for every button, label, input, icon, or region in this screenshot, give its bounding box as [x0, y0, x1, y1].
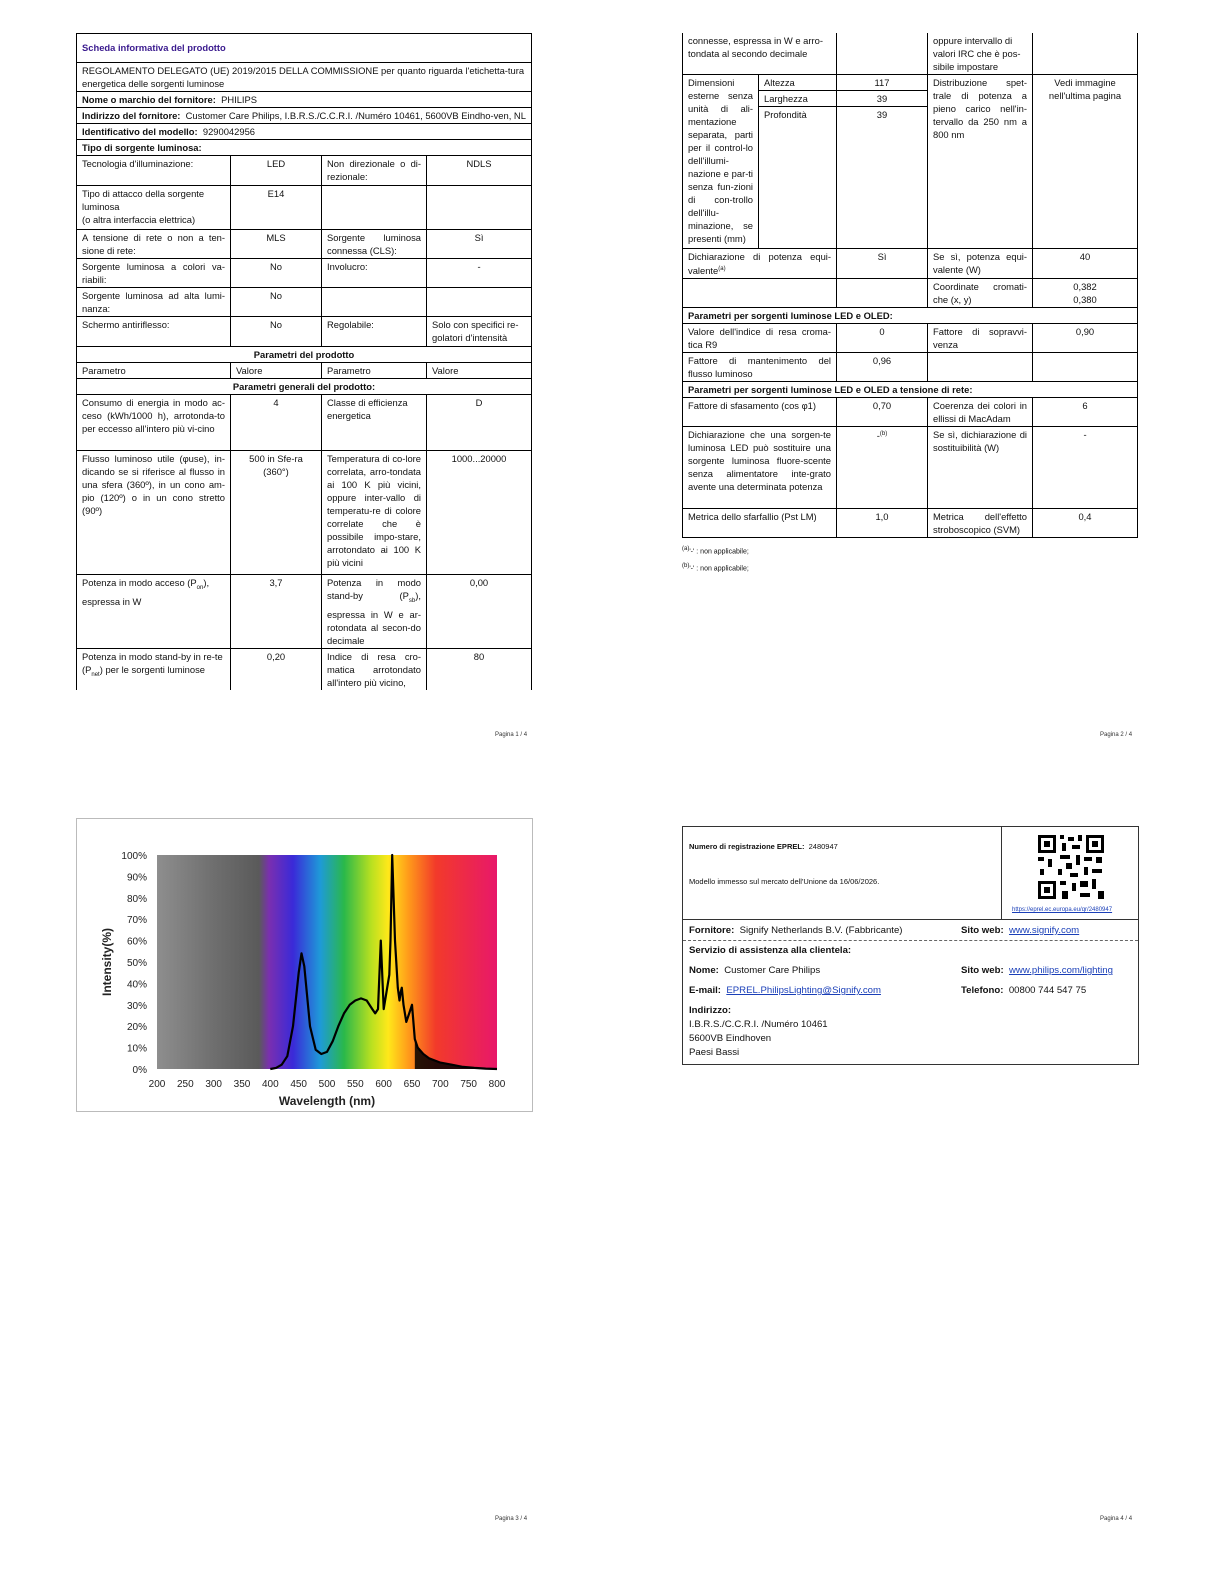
footnote-ref: (b) [879, 431, 888, 438]
eprel-box [682, 826, 1139, 1065]
page-3 [76, 818, 536, 1112]
supplier-row [683, 920, 1138, 940]
table-cell: Non direzionale o di-rezionale: [322, 156, 427, 186]
table-cell: Dichiarazione che una sorgen-te luminosa LED può sostituire una sorgente luminosa fluore-scente senza alimentatore inte-grato avente una determinata potenza [683, 427, 837, 509]
table-cell: A tensione di rete o non a ten-sione di rete: [77, 230, 231, 259]
table-cell: 1,0 [837, 509, 928, 538]
address-label: Indirizzo del fornitore: [82, 110, 181, 121]
x-tick-label: 800 [488, 1079, 506, 1090]
table-cell: connesse, espressa in W e arro-tondata al secondo decimale [683, 33, 837, 75]
table-cell: 0 [837, 324, 928, 353]
supplier-website-link[interactable]: www.signify.com [1008, 925, 1080, 936]
x-axis-label: Wavelength (nm) [278, 1094, 376, 1108]
supplier-label: Nome o marchio del fornitore: [82, 94, 216, 105]
y-tick-label: 90% [126, 872, 147, 884]
table-cell: 4 [231, 395, 322, 451]
table-cell: 0,4 [1033, 509, 1138, 538]
x-tick-label: 250 [176, 1079, 194, 1090]
table-cell [322, 186, 427, 230]
dim-value: 39 [837, 107, 928, 249]
qr-code-icon[interactable] [1036, 833, 1106, 901]
spectrum-background [157, 855, 497, 1069]
table-cell: NDLS [427, 156, 532, 186]
qr-link[interactable]: https://eprel.ec.europa.eu/qr/2480947 [1012, 907, 1113, 913]
web-label: Sito web: [961, 925, 1004, 936]
y-tick-label: 60% [126, 936, 147, 948]
table-cell [837, 33, 928, 75]
table-cell: - [1033, 427, 1138, 509]
supplier-label: Fornitore: [689, 925, 735, 936]
dim-name: Altezza [759, 75, 837, 91]
table-cell: Classe di efficienza energetica [322, 395, 427, 451]
table-cell: Metrica dello sfarfallio (Pst LM) [683, 509, 837, 538]
table-cell: Coordinate cromati-che (x, y) [928, 279, 1033, 308]
col-header-param: Parametro [322, 363, 427, 379]
y-tick-label: 100% [121, 851, 147, 862]
dim-value: 117 [837, 75, 928, 91]
col-header-value: Valore [427, 363, 532, 379]
dim-value: 39 [837, 91, 928, 107]
supplier-value: Signify Netherlands B.V. (Fabbricante) [739, 925, 903, 936]
spectral-label: Distribuzione spet-trale di potenza a pieno carico nell'in-tervallo da 250 nm a 800 nm [928, 75, 1033, 249]
dimensions-label: Dimensioni esterne senza unità di ali-mentazione separata, parti per il control-lo dell'illumi-nazione e par-ti senza fun-zioni di con-trollo dell'illu-minazione, se presenti (mm) [683, 75, 759, 249]
table-cell: Tipo di attacco della sorgente luminosa (o altra interfaccia elettrica) [77, 186, 231, 230]
footnotes [682, 542, 1142, 577]
table-cell: Metrica dell'effetto stroboscopico (SVM) [928, 509, 1033, 538]
equiv-label: Dichiarazione di potenza equi-valente [688, 251, 831, 277]
qr-section [1001, 827, 1138, 919]
email-row [683, 984, 1138, 1004]
page-number: Pagina 4 / 4 [1100, 1516, 1133, 1522]
table-cell: Indice di resa cro-matica arrotondato all'intero più vicino, [322, 648, 427, 690]
page-1 [76, 33, 536, 690]
general-params-header: Parametri generali del prodotto: [77, 379, 532, 395]
address-block [683, 1004, 1138, 1064]
table-cell: MLS [231, 230, 322, 259]
table-cell: No [231, 288, 322, 317]
table-cell: Potenza in modo stand-by $(P_{sb})$, espressa in W e ar-rotondata al secon-do decimale [322, 575, 427, 649]
table-cell: 0,20 [231, 648, 322, 690]
address-line: I.B.R.S./C.C.R.I. /Numéro 10461 [689, 1019, 828, 1030]
table-cell: Valore dell'indice di resa croma-tica R9 [683, 324, 837, 353]
replace-value: - [876, 430, 880, 442]
table-cell [427, 186, 532, 230]
x-tick-label: 300 [205, 1079, 223, 1090]
address-row [77, 108, 532, 124]
y-tick-label: 30% [126, 1000, 147, 1012]
model-value: 9290042956 [202, 126, 255, 137]
x-tick-label: 450 [290, 1079, 308, 1090]
table-cell: 3,7 [231, 575, 322, 649]
table-cell [928, 353, 1033, 382]
table-cell: 1000...20000 [427, 451, 532, 575]
table-cell: 6 [1033, 398, 1138, 427]
table-cell [683, 279, 837, 308]
table-cell: Se sì, dichiarazione di sostituibilità (W) [928, 427, 1033, 509]
table-cell [427, 288, 532, 317]
name-label: Nome: [689, 965, 719, 976]
email-label: E-mail: [689, 985, 721, 996]
page-number: Pagina 1 / 4 [495, 732, 528, 738]
x-tick-label: 200 [148, 1079, 166, 1090]
table-cell: No [231, 317, 322, 347]
col-header-value: Valore [231, 363, 322, 379]
table-cell: Schermo antiriflesso: [77, 317, 231, 347]
service-header: Servizio di assistenza alla clientela: [689, 945, 852, 956]
table-cell: oppure intervallo di valori IRC che è pos-sibile impostare [928, 33, 1033, 75]
phone-value: 00800 744 547 75 [1008, 985, 1087, 996]
eprel-info [683, 827, 1001, 919]
spectrum-svg [77, 819, 532, 1111]
web-label: Sito web: [961, 965, 1004, 976]
x-tick-label: 750 [460, 1079, 478, 1090]
phone-label: Telefono: [961, 985, 1004, 996]
x-tick-label: 500 [318, 1079, 336, 1090]
x-tick-label: 350 [233, 1079, 251, 1090]
table-cell: Fattore di mantenimento del flusso luminoso [683, 353, 837, 382]
table-cell: Sorgente luminosa a colori va-riabili: [77, 259, 231, 288]
footnote-text: '-' : non applicabile; [689, 548, 749, 556]
chroma-x: 0,382 [1073, 281, 1097, 293]
x-tick-label: 650 [403, 1079, 421, 1090]
col-header-param: Parametro [77, 363, 231, 379]
service-website-link[interactable]: www.philips.com/lighting [1008, 965, 1113, 976]
table-cell: Sì [427, 230, 532, 259]
page-2 [682, 33, 1142, 577]
table-cell: 80 [427, 648, 532, 690]
table-cell: Temperatura di co-lore correlata, arro-tondata ai 100 K più vicini, oppure inter-vallo di temperatu-re di colore correlate che è possibile impo-stare, arrotondato ai 100 K più vicini [322, 451, 427, 575]
led-params-header: Parametri per sorgenti luminose LED e OLED: [683, 308, 1138, 324]
source-type-header: Tipo di sorgente luminosa: [77, 140, 532, 156]
contact-row [683, 964, 1138, 984]
supplier-row [77, 92, 532, 108]
chroma-y: 0,380 [1073, 294, 1097, 306]
table-cell: No [231, 259, 322, 288]
y-tick-label: 20% [126, 1022, 147, 1034]
regulation-text: REGOLAMENTO DELEGATO (UE) 2019/2015 DELLA COMMISSIONE per quanto riguarda l'etichetta-tura energetica delle sorgenti luminose [77, 63, 532, 92]
table-cell: Tecnologia d'illuminazione: [77, 156, 231, 186]
table-cell: Consumo di energia in modo ac-ceso (kWh/1000 h), arrotonda-to per eccesso all'intero più vi-cino [77, 395, 231, 451]
eprel-header [683, 827, 1138, 920]
table-cell [683, 249, 837, 279]
y-tick-label: 0% [132, 1065, 147, 1076]
dim-name: Larghezza [759, 91, 837, 107]
mains-params-header: Parametri per sorgenti luminose LED e OLED a tensione di rete: [683, 382, 1138, 398]
x-tick-label: 400 [261, 1079, 279, 1090]
table-cell [1033, 279, 1138, 308]
email-link[interactable]: EPREL.PhilipsLighting@Signify.com [726, 985, 881, 996]
table-cell: Flusso luminoso utile (φuse), in-dicando se si riferisce al flusso in una sfera (360º), in un cono am-pio (120º) o in un cono stretto (90º) [77, 451, 231, 575]
x-tick-label: 600 [375, 1079, 393, 1090]
footnote-b [682, 559, 1142, 576]
product-info-table-continued [682, 33, 1138, 538]
model-label: Identificativo del modello: [82, 126, 198, 137]
table-cell: Regolabile: [322, 317, 427, 347]
table-cell: LED [231, 156, 322, 186]
x-tick-label: 700 [431, 1079, 449, 1090]
table-cell: Sorgente luminosa connessa (CLS): [322, 230, 427, 259]
table-cell: E14 [231, 186, 322, 230]
table-cell: 0,90 [1033, 324, 1138, 353]
table-cell: Fattore di sfasamento (cos φ1) [683, 398, 837, 427]
table-cell: Sorgente luminosa ad alta lumi-nanza: [77, 288, 231, 317]
table-cell: Involucro: [322, 259, 427, 288]
spectral-value: Vedi immagine nell'ultima pagina [1033, 75, 1138, 249]
table-cell: 0,96 [837, 353, 928, 382]
table-cell: 0,70 [837, 398, 928, 427]
address-value: Customer Care Philips, I.B.R.S./C.C.R.I. /Numéro 10461, 5600VB Eindho-ven, NL [185, 110, 526, 121]
table-cell [1033, 353, 1138, 382]
page-number: Pagina 2 / 4 [1100, 732, 1133, 738]
page-title: Scheda informativa del prodotto [77, 34, 532, 63]
table-cell [1033, 33, 1138, 75]
reg-value: 2480947 [808, 842, 838, 851]
address-line: Paesi Bassi [689, 1047, 740, 1058]
y-tick-label: 80% [126, 893, 147, 905]
y-tick-label: 50% [126, 958, 147, 969]
table-cell: Potenza in modo stand-by in re-te $(P_{net})$ per le sorgenti luminose [77, 648, 231, 690]
table-cell: Coerenza dei colori in ellissi di MacAdam [928, 398, 1033, 427]
y-tick-label: 10% [126, 1043, 147, 1055]
address-line: 5600VB Eindhoven [689, 1033, 772, 1044]
page-number: Pagina 3 / 4 [495, 1516, 528, 1522]
table-cell: Potenza in modo acceso $(P_{on})$, espressa in W [77, 575, 231, 649]
supplier-value: PHILIPS [221, 94, 258, 105]
market-text: Modello immesso sul mercato dell'Unione da 16/06/2026. [689, 877, 880, 886]
name-value: Customer Care Philips [724, 965, 821, 976]
table-cell: 0,00 [427, 575, 532, 649]
table-cell [837, 427, 928, 509]
table-cell: Solo con specifici re-golatori d'intensità [427, 317, 532, 347]
page-4 [682, 826, 1142, 1065]
product-info-table [76, 33, 532, 690]
footnote-ref: (a) [718, 266, 726, 272]
table-cell [837, 279, 928, 308]
footnote-marker: (b) [682, 563, 690, 570]
model-row [77, 124, 532, 140]
x-tick-label: 550 [346, 1079, 364, 1090]
table-cell: Se sì, potenza equi-valente (W) [928, 249, 1033, 279]
table-cell: Sì [837, 249, 928, 279]
table-cell: 40 [1033, 249, 1138, 279]
dim-name: Profondità [759, 107, 837, 249]
footnote-marker: (a) [682, 546, 690, 553]
table-cell: - [427, 259, 532, 288]
spectrum-chart [76, 818, 533, 1112]
table-cell [322, 288, 427, 317]
table-cell: Fattore di sopravvi-venza [928, 324, 1033, 353]
table-cell: D [427, 395, 532, 451]
y-axis-label: Intensity(%) [100, 927, 114, 997]
y-tick-label: 40% [126, 979, 147, 991]
address-label: Indirizzo: [689, 1005, 732, 1016]
product-params-header: Parametri del prodotto [77, 347, 532, 363]
table-cell: 500 in Sfe-ra (360°) [231, 451, 322, 575]
y-tick-label: 70% [126, 915, 147, 927]
footnote-text: '-' : non applicabile; [689, 565, 749, 573]
footnote-a [682, 542, 1142, 559]
reg-label: Numero di registrazione EPREL: [689, 842, 805, 851]
